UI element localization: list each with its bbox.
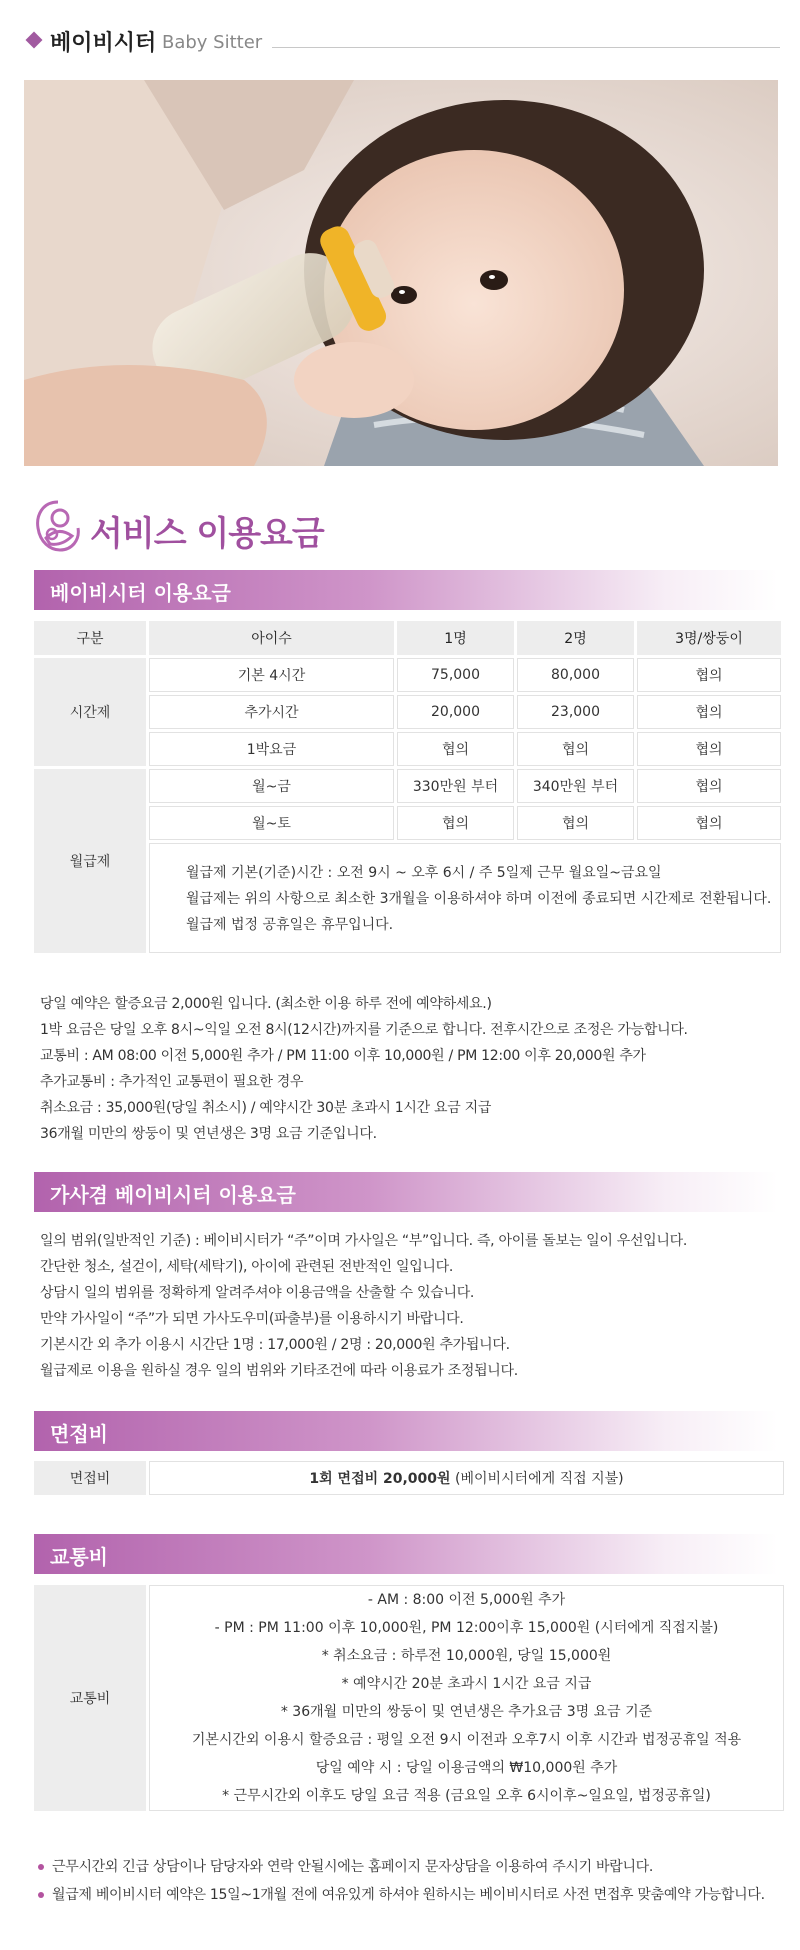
price-cell: 75,000 — [397, 658, 514, 692]
column-header: 2명 — [517, 621, 634, 655]
fee-table — [31, 618, 784, 956]
price-cell: 330만원 부터 — [397, 769, 514, 803]
page-subtitle: Baby Sitter — [162, 32, 263, 53]
transport-details — [149, 1585, 784, 1811]
transport-line: * 36개월 미만의 쌍둥이 및 연년생은 추가요금 3명 요금 기준 — [280, 1704, 653, 1720]
note-line: 교통비 : AM 08:00 이전 5,000원 추가 / PM 11:00 이후 10,000원 / PM 12:00 이후 20,000원 추가 — [40, 1048, 646, 1064]
note-line: 36개월 미만의 쌍둥이 및 연년생은 3명 요금 기준입니다. — [40, 1126, 377, 1142]
housework-notes — [40, 1228, 780, 1384]
column-header: 1명 — [397, 621, 514, 655]
note-line: 기본시간 외 추가 이용시 시간단 1명 : 17,000원 / 2명 : 20,000원 추가됩니다. — [40, 1337, 510, 1353]
transport-line: * 취소요금 : 하루전 10,000원, 당일 15,000원 — [321, 1648, 612, 1664]
interview-note: (베이비시터에게 직접 지불) — [455, 1471, 624, 1487]
interview-table — [31, 1458, 787, 1498]
row-label: 월~토 — [149, 806, 394, 840]
row-label: 월~금 — [149, 769, 394, 803]
list-item — [36, 1881, 786, 1909]
table-row — [34, 1461, 784, 1495]
bullet-icon — [38, 1892, 44, 1898]
diamond-icon — [26, 32, 43, 49]
note-line: 만약 가사일이 “주”가 되면 가사도우미(파출부)를 이용하시기 바랍니다. — [40, 1311, 464, 1327]
price-cell: 협의 — [637, 806, 781, 840]
transport-line: 기본시간외 이용시 할증요금 : 평일 오전 9시 이전과 오후7시 이후 시간과 법정공휴일 적용 — [191, 1732, 742, 1748]
section-band-interview — [34, 1411, 778, 1451]
table-row — [34, 695, 781, 729]
price-cell: 협의 — [637, 769, 781, 803]
transport-line: - AM : 8:00 이전 5,000원 추가 — [367, 1592, 566, 1608]
column-header: 구분 — [34, 621, 146, 655]
price-cell: 협의 — [637, 695, 781, 729]
bullet-icon — [38, 1864, 44, 1870]
transport-line: - PM : PM 11:00 이후 10,000원, PM 12:00이후 15,000원 (시터에게 직접지불) — [214, 1620, 719, 1636]
monthly-note: 월급제는 위의 사항으로 최소한 3개월을 이용하셔야 하며 이전에 종료되면 시간제로 전환됩니다. — [186, 891, 772, 907]
note-line: 간단한 청소, 설걷이, 세탁(세탁기), 아이에 관련된 전반적인 일입니다. — [40, 1259, 454, 1275]
transport-line: * 근무시간외 이후도 당일 요금 적용 (금요일 오후 6시이후~일요일, 법정공휴일) — [222, 1788, 711, 1804]
footer-note: 근무시간외 긴급 상담이나 담당자와 연락 안될시에는 홈페이지 문자상담을 이용하여 주시기 바랍니다. — [52, 1859, 654, 1875]
monthly-note: 월급제 기본(기준)시간 : 오전 9시 ~ 오후 6시 / 주 5일제 근무 월요일~금요일 — [186, 865, 662, 881]
service-title: 서비스 이용요금 — [90, 514, 324, 554]
monthly-note: 월급제 법정 공휴일은 휴무입니다. — [186, 917, 394, 933]
price-cell: 협의 — [397, 732, 514, 766]
mother-baby-icon — [32, 498, 84, 554]
section-band-fees — [34, 570, 778, 610]
table-row — [34, 806, 781, 840]
hero-image — [24, 80, 778, 466]
table-row — [34, 769, 781, 803]
monthly-note-cell — [149, 843, 781, 953]
section-title: 가사겸 베이비시터 이용요금 — [50, 1183, 296, 1207]
price-cell: 협의 — [517, 732, 634, 766]
column-header: 아이수 — [149, 621, 394, 655]
row-label: 교통비 — [34, 1585, 146, 1811]
interview-amount: 1회 면접비 20,000원 — [309, 1471, 451, 1487]
interview-fee-cell — [149, 1461, 784, 1495]
table-row — [34, 658, 781, 692]
footer-note: 월급제 베이비시터 예약은 15일~1개월 전에 여유있게 하셔야 원하시는 베이비시터로 사전 면접후 맞춤예약 가능합니다. — [52, 1887, 765, 1903]
price-cell: 20,000 — [397, 695, 514, 729]
note-line: 월급제로 이용을 원하실 경우 일의 범위와 기타조건에 따라 이용료가 조정됩니다. — [40, 1363, 518, 1379]
page-header — [24, 24, 780, 60]
row-label: 1박요금 — [149, 732, 394, 766]
table-header-row — [34, 621, 781, 655]
section-title: 베이비시터 이용요금 — [50, 581, 231, 605]
table-row — [34, 843, 781, 953]
header-divider — [272, 47, 780, 48]
price-cell: 협의 — [397, 806, 514, 840]
page-title: 베이비시터 — [50, 31, 157, 56]
row-group-label: 월급제 — [34, 769, 146, 953]
table-row — [34, 732, 781, 766]
service-heading — [32, 498, 432, 558]
row-group-label: 시간제 — [34, 658, 146, 766]
price-cell: 340만원 부터 — [517, 769, 634, 803]
transport-table — [31, 1582, 787, 1814]
row-label: 면접비 — [34, 1461, 146, 1495]
list-item — [36, 1853, 786, 1881]
price-cell: 협의 — [517, 806, 634, 840]
section-band-housework — [34, 1172, 778, 1212]
note-line: 상담시 일의 범위를 정확하게 알려주셔야 이용금액을 산출할 수 있습니다. — [40, 1285, 475, 1301]
fee-notes — [40, 991, 780, 1147]
note-line: 1박 요금은 당일 오후 8시~익일 오전 8시(12시간)까지를 기준으로 합니다. 전후시간으로 조정은 가능합니다. — [40, 1022, 688, 1038]
row-label: 추가시간 — [149, 695, 394, 729]
note-line: 당일 예약은 할증요금 2,000원 입니다. (최소한 이용 하루 전에 예약하세요.) — [40, 996, 492, 1012]
column-header: 3명/쌍둥이 — [637, 621, 781, 655]
section-title: 면접비 — [50, 1422, 108, 1446]
note-line: 취소요금 : 35,000원(당일 취소시) / 예약시간 30분 초과시 1시간 요금 지급 — [40, 1100, 492, 1116]
price-cell: 협의 — [637, 658, 781, 692]
transport-line: 당일 예약 시 : 당일 이용금액의 ₩10,000원 추가 — [315, 1760, 618, 1776]
price-cell: 23,000 — [517, 695, 634, 729]
transport-line: * 예약시간 20분 초과시 1시간 요금 지급 — [341, 1676, 592, 1692]
note-line: 일의 범위(일반적인 기준) : 베이비시터가 “주”이며 가사일은 “부”입니다. 즉, 아이를 돌보는 일이 우선입니다. — [40, 1233, 687, 1249]
section-band-transport — [34, 1534, 778, 1574]
price-cell: 협의 — [637, 732, 781, 766]
section-title: 교통비 — [50, 1545, 108, 1569]
price-cell: 80,000 — [517, 658, 634, 692]
note-line: 추가교통비 : 추가적인 교통편이 필요한 경우 — [40, 1074, 304, 1090]
table-row — [34, 1585, 784, 1811]
row-label: 기본 4시간 — [149, 658, 394, 692]
footer-notes — [36, 1853, 786, 1909]
